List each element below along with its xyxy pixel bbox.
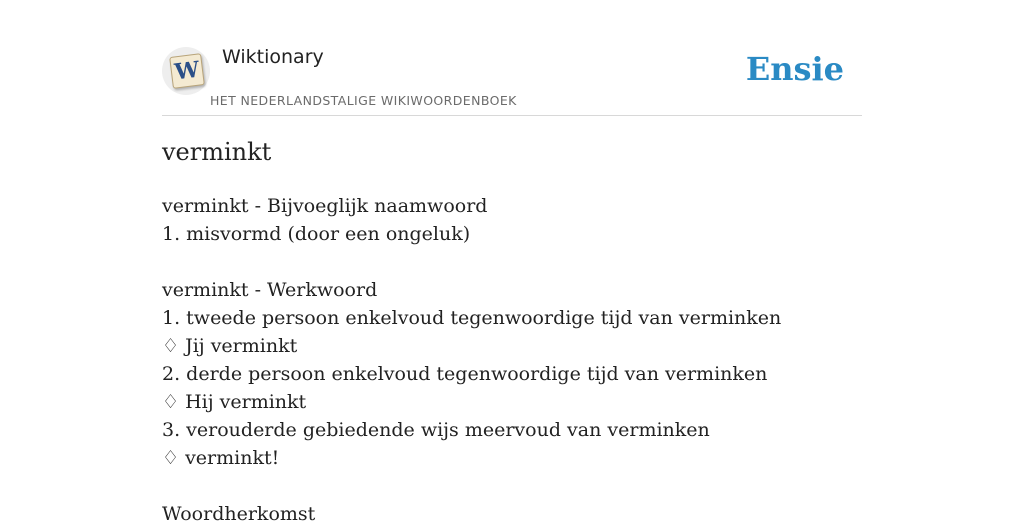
site-header — [162, 0, 862, 116]
content-line: verminkt - Bijvoeglijk naamwoord — [162, 195, 488, 217]
wiktionary-logo-icon[interactable] — [162, 47, 210, 95]
site-name[interactable]: Wiktionary — [222, 46, 324, 68]
page-container — [162, 0, 862, 525]
definition-content — [162, 192, 862, 528]
logo-tile — [169, 53, 205, 89]
section-heading-woordherkomst: Woordherkomst — [162, 503, 316, 525]
content-line — [162, 248, 862, 276]
content-line: 1. tweede persoon enkelvoud tegenwoordige tijd van verminken — [162, 307, 782, 329]
content-line: 1. misvormd (door een ongeluk) — [162, 223, 471, 245]
content-line: ♢ verminkt! — [162, 447, 280, 469]
ensie-brand-link[interactable]: Ensie — [745, 50, 844, 88]
site-tagline: HET NEDERLANDSTALIGE WIKIWOORDENBOEK — [210, 93, 517, 108]
content-line — [162, 472, 862, 500]
page-title: verminkt — [162, 138, 272, 166]
content-line: ♢ Hij verminkt — [162, 391, 307, 413]
content-line: 2. derde persoon enkelvoud tegenwoordige tijd van verminken — [162, 363, 768, 385]
content-line: 3. verouderde gebiedende wijs meervoud van verminken — [162, 419, 710, 441]
content-line: ♢ Jij verminkt — [162, 335, 298, 357]
logo-letter: W — [173, 56, 201, 86]
content-line: verminkt - Werkwoord — [162, 279, 378, 301]
